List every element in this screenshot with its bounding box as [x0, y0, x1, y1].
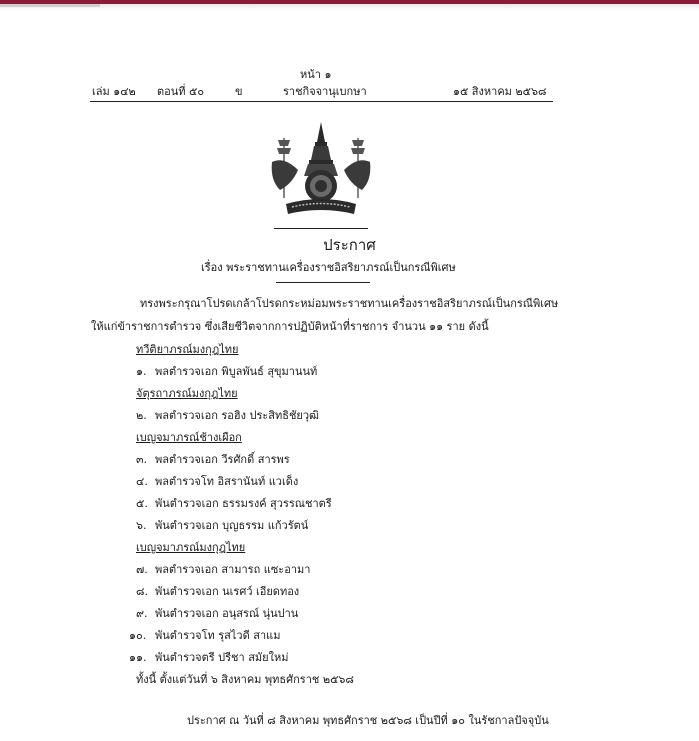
garuda-royal-emblem-icon: [262, 120, 380, 220]
list-item-number: ๓.: [136, 453, 148, 466]
list-item-name: พลตำรวจเอก สามารถ แซะอามา: [155, 563, 311, 576]
section-heading: ทวีติยาภรณ์มงกุฎไทย: [136, 343, 239, 356]
section-heading: จัตุรถาภรณ์มงกุฎไทย: [136, 387, 238, 400]
intro-line-2: ให้แก่ข้าราชการตำรวจ ซึ่งเสียชีวิตจากการปฏิบัติหน้าที่ราชการ จำนวน ๑๑ ราย ดังนี้: [91, 320, 489, 333]
emblem-rule: [274, 228, 368, 229]
part-letter: ข: [235, 85, 243, 98]
section-heading: เบญจมาภรณ์ช้างเผือก: [136, 431, 242, 444]
page-number: หน้า ๑: [300, 68, 332, 81]
list-item-number: ๙.: [136, 607, 148, 620]
announcement-subject: เรื่อง พระราชทานเครื่องราชอิสริยาภรณ์เป็นกรณีพิเศษ: [201, 261, 456, 274]
publication-date: ๑๕ สิงหาคม ๒๕๖๘: [453, 85, 547, 98]
list-item-number: ๔.: [136, 475, 148, 488]
list-item-name: พลตำรวจเอก รอฮิง ประสิทธิชัยวุฒิ: [155, 409, 319, 422]
effective-date: ทั้งนี้ ตั้งแต่วันที่ ๖ สิงหาคม พุทธศักราช ๒๕๖๘: [136, 673, 354, 686]
list-item-name: พลตำรวจโท อิสรานันท์ แวเด็ง: [155, 475, 299, 488]
publication-name: ราชกิจจานุเบกษา: [283, 85, 367, 98]
volume-number: เล่ม ๑๔๒: [92, 85, 136, 98]
list-item-name: พลตำรวจเอก วีรศักดิ์ สารพร: [155, 453, 290, 466]
list-item-name: พันตำรวจเอก นเรศว์ เอียดทอง: [155, 585, 300, 598]
list-item-name: พันตำรวจเอก อนุสรณ์ นุ่นปาน: [155, 607, 299, 620]
list-item-name: พันตำรวจเอก บุญธรรม แก้วรัตน์: [155, 519, 309, 532]
subject-rule: [276, 282, 370, 283]
list-item-number: ๕.: [136, 497, 148, 510]
announcement-date: ประกาศ ณ วันที่ ๘ สิงหาคม พุทธศักราช ๒๕๖๘ เป็นปีที่ ๑๐ ในรัชกาลปัจจุบัน: [187, 714, 549, 727]
section-heading: เบญจมาภรณ์มงกุฎไทย: [136, 541, 246, 554]
list-item-number: ๗.: [136, 563, 148, 576]
list-item-name: พันตำรวจตรี ปรีชา สมัยใหม่: [155, 651, 289, 664]
list-item-number: ๘.: [136, 585, 148, 598]
announcement-title: ประกาศ: [323, 236, 376, 254]
list-item-name: พันตำรวจเอก ธรรมรงค์ สุวรรณชาตรี: [155, 497, 332, 510]
list-item-number: ๖.: [136, 519, 147, 532]
intro-line-1: ทรงพระกรุณาโปรดเกล้าโปรดกระหม่อมพระราชทานเครื่องราชอิสริยาภรณ์เป็นกรณีพิเศษ: [140, 297, 559, 310]
section-number: ตอนที่ ๕๐: [157, 85, 205, 98]
list-item-number: ๑๐.: [129, 629, 147, 642]
list-item-number: ๑๑.: [129, 651, 147, 664]
list-item-name: พันตำรวจโท รุสไวดี สาแม: [155, 629, 281, 642]
list-item-number: ๒.: [136, 409, 147, 422]
header-rule: [90, 101, 553, 102]
list-item-number: ๑.: [136, 365, 147, 378]
list-item-name: พลตำรวจเอก พิบูลพันธ์ สุขุมานนท์: [155, 365, 318, 378]
